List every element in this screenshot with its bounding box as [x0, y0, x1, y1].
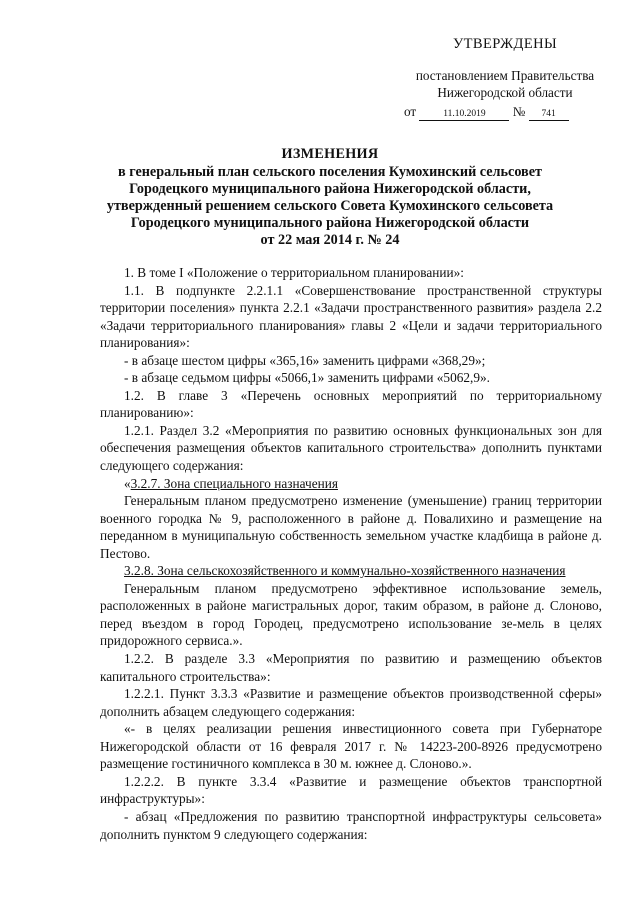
- paragraph: 1.2. В главе 3 «Перечень основных мероприятий по территориальному планированию»:: [100, 387, 602, 421]
- approval-line-1: постановлением Правительства: [415, 68, 595, 83]
- heading-title: ИЗМЕНЕНИЯ: [281, 146, 379, 162]
- approval-number: 741: [529, 108, 569, 121]
- approval-block: [370, 36, 620, 121]
- approval-date-line: [370, 103, 620, 121]
- approval-from-label: от: [404, 104, 417, 119]
- paragraph: Генеральным планом предусмотрено изменение (уменьшение) границ территории военного городка № 9, расположенного в районе д. Повалихино и размещение на переданном в муниципальную собственность земельном участке кладбища в районе д. Пестово.: [100, 493, 602, 561]
- paragraph: 1. В томе I «Положение о территориальном планировании»:: [124, 265, 464, 280]
- document-body: [100, 264, 602, 843]
- paragraph: «- в целях реализации решения инвестиционного совета при Губернаторе Нижегородской области от 16 февраля 2017 г. № 14223-200-8926 предусмотрено размещение гостиничного комплекса в 30 м. южнее д. Слоново.».: [100, 721, 602, 772]
- heading-line: утвержденный решением сельского Совета Кумохинского сельсовета: [106, 198, 554, 214]
- paragraph: - в абзаце шестом цифры «365,16» заменить цифрами «368,29»;: [124, 352, 486, 368]
- paragraph: 1.1. В подпункте 2.2.1.1 «Совершенствование пространственной структуры территории поселения» пункта 2.2.1 «Задачи пространственного развития» раздела 2.2 «Задачи территориального планирования» главы 2 «Цели и задачи территориального планирования»:: [100, 282, 602, 351]
- heading-line: от 22 мая 2014 г. № 24: [260, 232, 400, 248]
- paragraph: Генеральным планом предусмотрено эффективное использование земель, расположенных в районе магистральных дорог, таким образом, в районе д. Слоново, перед въездом в город Городец, предусмотрено использование зе-мель в целях придорожного сервиса.».: [100, 580, 602, 649]
- quote-mark: «: [124, 475, 131, 491]
- paragraph: 1.2.2. В разделе 3.3 «Мероприятия по развитию и размещению объектов капитального строительства»:: [100, 651, 602, 684]
- paragraph: - в абзаце седьмом цифры «5066,1» заменить цифрами «5062,9».: [124, 370, 490, 386]
- approval-title: УТВЕРЖДЕНЫ: [452, 36, 558, 52]
- document-heading: [60, 146, 600, 249]
- section-title-3-2-8: 3.2.8. Зона сельскохозяйственного и коммунально-хозяйственного назначения: [124, 563, 566, 579]
- heading-line: в генеральный план сельского поселения Кумохинский сельсовет: [118, 164, 542, 180]
- paragraph: 1.2.2.1. Пункт 3.3.3 «Развитие и размещение объектов производственной сферы» дополнить абзацем следующего содержания:: [100, 686, 602, 719]
- heading-line: Городецкого муниципального района Нижегородской области: [130, 215, 530, 231]
- section-title-3-2-7: 3.2.7. Зона специального назначения: [130, 475, 338, 491]
- paragraph-heading: [23, 475, 602, 493]
- paragraph: 1.2.1. Раздел 3.2 «Мероприятия по развитию основных функциональных зон для обеспечения размещения объектов капитального строительства» дополнить пунктами следующего содержания:: [100, 422, 602, 474]
- approval-line-2: Нижегородской области: [437, 85, 573, 100]
- heading-line: Городецкого муниципального района Нижегородской области,: [129, 181, 531, 197]
- approval-date: 11.10.2019: [419, 108, 509, 121]
- paragraph: - абзац «Предложения по развитию транспортной инфраструктуры сельсовета» дополнить пунктом 9 следующего содержания:: [100, 808, 602, 842]
- paragraph: 1.2.2.2. В пункте 3.3.4 «Развитие и размещение объектов транспортной инфраструктуры»:: [100, 773, 602, 807]
- approval-number-label: №: [512, 104, 526, 119]
